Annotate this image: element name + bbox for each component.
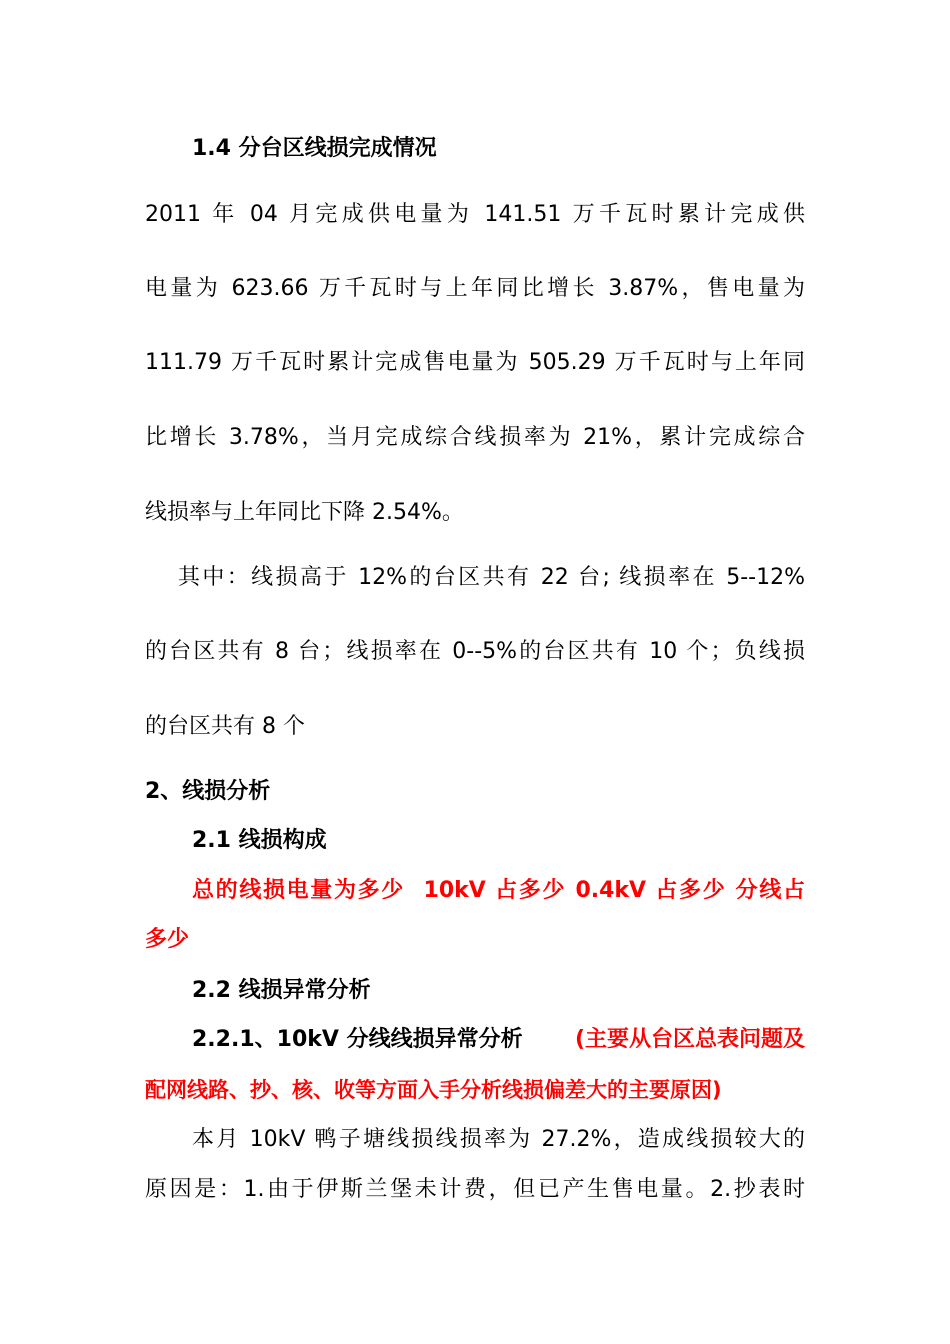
heading-1-4: 1.4 分台区线损完成情况 xyxy=(192,136,437,161)
heading-2-2-1 xyxy=(192,1025,805,1055)
para3-line-2: 原因是：1.由于伊斯兰堡未计费，但已产生售电量。2.抄表时 xyxy=(145,1177,805,1202)
heading-2-2-1-title: 2.2.1、10kV 分线线损异常分析 xyxy=(192,1027,523,1052)
red-note-line-2: 多少 xyxy=(145,927,190,952)
heading-2: 2、线损分析 xyxy=(145,779,271,804)
para1-line-4: 比增长 3.78%，当月完成综合线损率为 21%，累计完成综合 xyxy=(145,425,805,450)
para1-line-5: 线损率与上年同比下降 2.54%。 xyxy=(145,500,464,525)
para2-line-2: 的台区共有 8 台；线损率在 0--5%的台区共有 10 个；负线损 xyxy=(145,639,805,664)
para2-line-3: 的台区共有 8 个 xyxy=(145,714,305,739)
heading-2-2-1-note: (主要从台区总表问题及 xyxy=(574,1027,805,1052)
heading-2-2: 2.2 线损异常分析 xyxy=(192,978,371,1003)
para1-line-3: 111.79 万千瓦时累计完成售电量为 505.29 万千瓦时与上年同 xyxy=(145,350,805,375)
red-note-line-1: 总的线损电量为多少 10kV 占多少 0.4kV 占多少 分线占 xyxy=(192,878,805,903)
para3-line-1: 本月 10kV 鸭子塘线损线损率为 27.2%，造成线损较大的 xyxy=(192,1127,805,1152)
para1-line-2: 电量为 623.66 万千瓦时与上年同比增长 3.87%，售电量为 xyxy=(145,276,805,301)
heading-2-1: 2.1 线损构成 xyxy=(192,828,327,853)
para1-line-1: 2011 年 04 月完成供电量为 141.51 万千瓦时累计完成供 xyxy=(145,202,805,227)
para2-line-1: 其中：线损高于 12%的台区共有 22 台; 线损率在 5--12% xyxy=(178,565,805,590)
heading-2-2-1-note-line-2: 配网线路、抄、核、收等方面入手分析线损偏差大的主要原因) xyxy=(145,1078,722,1102)
